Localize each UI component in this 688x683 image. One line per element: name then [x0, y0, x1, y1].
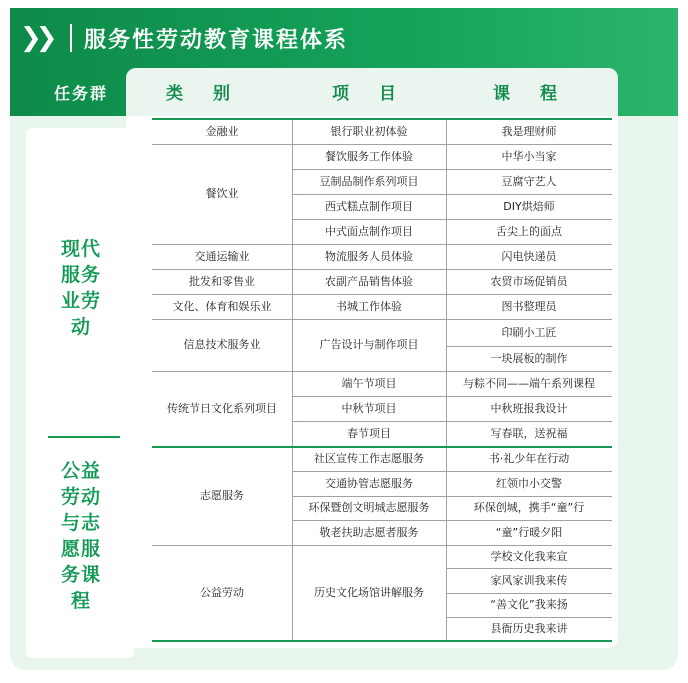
row-divider: [152, 319, 292, 320]
course-cell: 学校文化我来宣: [490, 549, 568, 563]
group-label-modern-service: [36, 236, 126, 340]
course-cell: 豆腐守艺人: [501, 174, 557, 188]
row-divider: [446, 169, 612, 170]
project-cell: 春节项目: [347, 426, 391, 440]
row-divider: [446, 371, 612, 372]
row-divider: [446, 244, 612, 245]
section-divider: [152, 640, 612, 642]
row-divider: [446, 269, 612, 270]
course-cell: 我是理财师: [501, 124, 557, 138]
course-cell: 印刷小工匠: [501, 325, 557, 339]
row-divider: [446, 617, 612, 618]
page-title: 服务性劳动教育课程体系: [84, 27, 349, 53]
group-label-line: 公益: [60, 460, 101, 482]
group-label-line: 动: [70, 316, 91, 338]
project-cell: 银行职业初体验: [330, 124, 408, 138]
row-divider: [292, 421, 446, 422]
group-label-line: 与志: [60, 512, 101, 534]
title-row: [20, 20, 348, 56]
group-label-line: 务课: [60, 564, 101, 586]
row-divider: [292, 269, 446, 270]
row-divider: [292, 471, 446, 472]
header-course: 课 程: [493, 84, 569, 104]
row-divider: [152, 144, 292, 145]
project-cell: 农副产品销售体验: [325, 274, 413, 288]
course-cell: DIY烘焙师: [503, 199, 555, 213]
project-cell: 物流服务人员体验: [325, 249, 413, 263]
course-cell: 与粽不同——端午系列课程: [463, 376, 595, 390]
category-cell: 餐饮业: [205, 187, 239, 200]
task-group-header: 任务群: [53, 84, 108, 103]
course-cell: 一块展板的制作: [490, 351, 568, 365]
row-divider: [446, 568, 612, 569]
row-divider: [446, 346, 612, 347]
section-divider: [152, 446, 612, 448]
row-divider: [292, 169, 446, 170]
category-cell: 批发和零售业: [189, 274, 255, 288]
row-divider: [152, 371, 292, 372]
group-label-line: 程: [70, 590, 91, 612]
row-divider: [446, 593, 612, 594]
project-cell: 社区宣传工作志愿服务: [314, 451, 424, 465]
row-divider: [292, 396, 446, 397]
course-cell: “善文化”我来扬: [490, 598, 568, 611]
group-label-line: 劳动: [60, 486, 101, 508]
row-divider: [292, 520, 446, 521]
chevron-right-icon: ❯❯: [20, 23, 52, 53]
row-divider: [446, 396, 612, 397]
project-cell: 豆制品制作系列项目: [319, 174, 419, 188]
category-cell: 文化、体育和娱乐业: [172, 299, 272, 313]
header-project: 项 目: [332, 84, 408, 104]
category-cell: 金融业: [205, 124, 239, 138]
group-label-line: 现代: [60, 238, 101, 260]
row-divider: [292, 194, 446, 195]
row-divider: [152, 545, 292, 546]
project-cell: 端午节项目: [341, 376, 397, 390]
project-cell: 中秋节项目: [341, 401, 397, 415]
row-divider: [446, 219, 612, 220]
row-divider: [292, 496, 446, 497]
row-divider: [292, 319, 446, 320]
course-cell: 写春联，送祝福: [490, 426, 568, 440]
row-divider: [292, 545, 446, 546]
course-cell: 中秋班报我设计: [490, 401, 568, 415]
course-cell: “童”行暖夕阳: [495, 525, 563, 539]
header-category: 类 别: [166, 84, 242, 104]
title-divider: [70, 24, 72, 52]
project-cell: 中式面点制作项目: [325, 224, 413, 238]
column-divider: [446, 119, 447, 640]
course-cell: 红领巾小交警: [496, 476, 562, 490]
row-divider: [446, 194, 612, 195]
row-divider: [292, 144, 446, 145]
row-divider: [446, 545, 612, 546]
section-divider: [152, 118, 612, 120]
row-divider: [446, 421, 612, 422]
row-divider: [446, 144, 612, 145]
row-divider: [292, 219, 446, 220]
row-divider: [446, 319, 612, 320]
row-divider: [292, 244, 446, 245]
row-divider: [292, 371, 446, 372]
course-cell: 书·礼少年在行动: [488, 451, 570, 465]
project-cell: 广告设计与制作项目: [319, 338, 419, 351]
row-divider: [446, 294, 612, 295]
project-cell: 餐饮服务工作体验: [325, 149, 413, 163]
project-cell: 西式糕点制作项目: [325, 199, 413, 213]
project-cell: 交通协管志愿服务: [325, 476, 413, 490]
project-cell: 历史文化场馆讲解服务: [314, 585, 424, 599]
group-divider: [48, 436, 120, 438]
project-cell: 书城工作体验: [336, 299, 402, 313]
column-divider: [292, 119, 293, 640]
group-label-public-welfare: [36, 458, 126, 614]
course-cell: 农贸市场促销员: [490, 274, 568, 288]
category-cell: 志愿服务: [200, 488, 244, 502]
row-divider: [446, 471, 612, 472]
project-cell: 敬老扶助志愿者服务: [319, 525, 419, 539]
row-divider: [292, 294, 446, 295]
group-label-line: 服务: [60, 264, 101, 286]
course-cell: 家风家训我来传: [490, 573, 568, 587]
category-cell: 传统节日文化系列项目: [167, 401, 277, 415]
project-cell: 环保暨创文明城志愿服务: [308, 501, 430, 514]
row-divider: [446, 520, 612, 521]
category-cell: 公益劳动: [200, 585, 244, 599]
course-cell: 图书整理员: [501, 299, 557, 313]
group-label-line: 愿服: [60, 538, 101, 560]
course-cell: 舌尖上的面点: [496, 224, 562, 238]
row-divider: [152, 294, 292, 295]
course-cell: 中华小当家: [501, 149, 557, 163]
course-cell: 闪电快递员: [501, 249, 557, 263]
row-divider: [152, 244, 292, 245]
category-cell: 信息技术服务业: [183, 338, 261, 351]
category-cell: 交通运输业: [194, 249, 250, 263]
course-cell: 环保创城，携手“童”行: [473, 501, 585, 514]
row-divider: [446, 496, 612, 497]
row-divider: [152, 269, 292, 270]
course-cell: 县衙历史我来讲: [490, 621, 568, 635]
group-label-line: 业劳: [60, 290, 101, 312]
